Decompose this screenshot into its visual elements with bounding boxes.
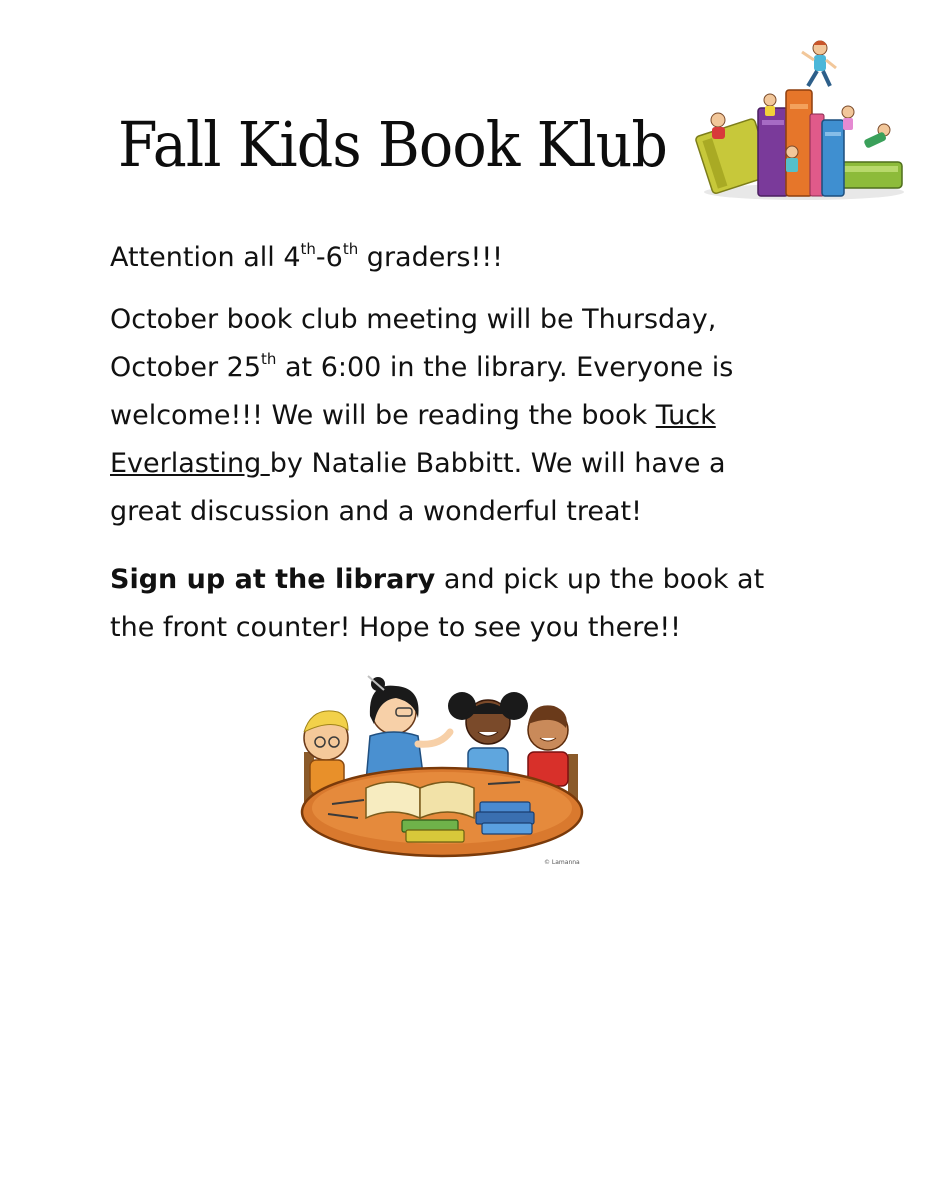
signup-line-1 bbox=[110, 556, 810, 604]
books-with-kids-illustration bbox=[694, 34, 906, 202]
meeting-line-1: October book club meeting will be Thursday, bbox=[110, 304, 717, 335]
meeting-line-2 bbox=[110, 344, 810, 392]
book-title: Tuck bbox=[655, 400, 716, 431]
meeting-line-5: great discussion and a wonderful treat! bbox=[110, 496, 642, 527]
superscript-th: th bbox=[261, 350, 277, 368]
meeting-paragraph bbox=[110, 296, 810, 536]
signup-paragraph bbox=[110, 556, 810, 652]
meeting-line-4 bbox=[110, 440, 810, 488]
attention-text: -6 bbox=[315, 242, 343, 273]
superscript-th: th bbox=[342, 240, 359, 258]
meeting-text: at 6:00 in the library. Everyone is bbox=[276, 352, 734, 383]
page-title: Fall Kids Book Klub bbox=[118, 108, 668, 181]
kids-at-table-illustration bbox=[292, 672, 592, 872]
meeting-text: welcome!!! We will be reading the book bbox=[110, 400, 656, 431]
signup-bold-text: Sign up at the library bbox=[110, 564, 436, 595]
signup-line-2: the front counter! Hope to see you there!! bbox=[110, 612, 681, 643]
attention-text: Attention all 4 bbox=[110, 242, 301, 273]
signup-text: and pick up the book at bbox=[435, 564, 765, 595]
clipart-credit: © Lamanna bbox=[544, 859, 580, 866]
superscript-th: th bbox=[300, 240, 316, 258]
book-title: Everlasting bbox=[110, 448, 270, 479]
meeting-text: by Natalie Babbitt. We will have a bbox=[269, 448, 726, 479]
meeting-line-3 bbox=[110, 392, 810, 440]
attention-line bbox=[110, 234, 810, 282]
meeting-text: October 25 bbox=[110, 352, 261, 383]
attention-text: graders!!! bbox=[358, 242, 503, 273]
